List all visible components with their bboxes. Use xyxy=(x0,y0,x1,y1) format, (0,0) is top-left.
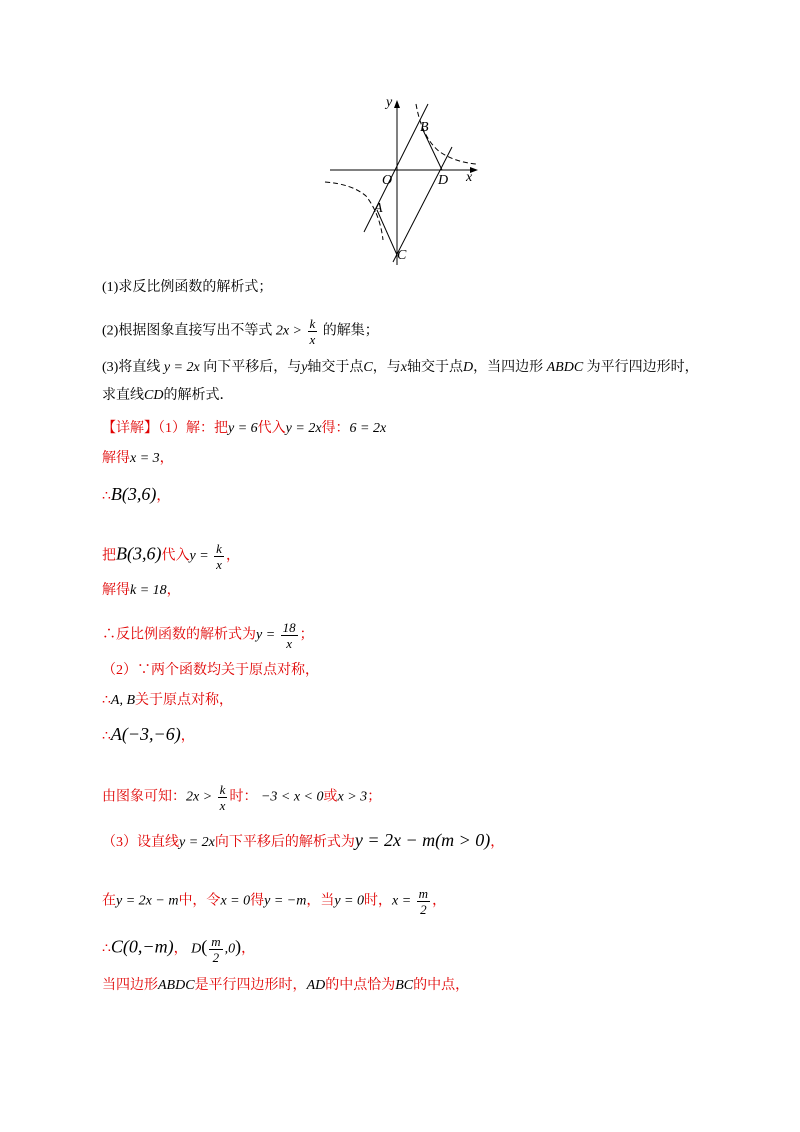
question-3-line-1: (3)将直线 y = 2x 向下平移后，与y轴交于点C，与x轴交于点D，当四边形 ABDC 为平行四边形时， xyxy=(102,360,699,375)
fraction-k-over-x: $\frac{k}{x}$ xyxy=(309,316,316,347)
solution-line-14: 当四边形ABDC是平行四边形时，AD的中点恰为BC的中点， xyxy=(102,978,470,993)
solution-line-8: ∴A, B关于原点对称， xyxy=(102,693,234,708)
fraction-18-over-x: $\frac{18}{x}$ xyxy=(282,620,296,651)
solution-line-3: ∴B(3,6)， xyxy=(102,484,171,504)
point-b-label: B xyxy=(420,120,429,135)
solution-line-12: 在y = 2x − m中，令x = 0得y = −m，当y = 0时，x = $\frac{m}{2}$ ， xyxy=(102,886,447,917)
solution-line-4: 把B(3,6)代入y = $\frac{k}{x}$ ， xyxy=(102,541,240,572)
point-o-label: O xyxy=(382,173,393,188)
solution-line-6: ∴反比例函数的解析式为y = $\frac{18}{x}$ ； xyxy=(102,620,314,651)
point-c-label: C xyxy=(397,248,407,263)
y-axis-label: y xyxy=(386,95,393,110)
fraction-m-over-2: $\frac{m}{2}$ xyxy=(418,886,429,917)
point-a-label: A xyxy=(374,201,383,216)
question-3-line-2: 求直线CD的解析式． xyxy=(102,388,234,403)
solution-line-10: 由图象可知：2x > $\frac{k}{x}$ 时： −3 < x < 0或x > 3； xyxy=(102,782,382,813)
fraction-k-over-x: $\frac{k}{x}$ xyxy=(219,782,226,813)
solution-line-11: （3）设直线y = 2x向下平移后的解析式为y = 2x − m(m > 0)， xyxy=(102,830,505,850)
fraction-m-over-2: $\frac{m}{2}$ xyxy=(211,934,221,965)
solution-line-1: 【详解】（1）解：把y = 6代入y = 2x得：6 = 2x xyxy=(102,421,387,436)
solution-line-7: （2）∵两个函数均关于原点对称， xyxy=(102,663,319,678)
solution-line-13: ∴C(0,−m)， D( $\frac{m}{2}$ ,0)， xyxy=(102,934,256,965)
point-d-label: D xyxy=(438,173,449,188)
function-graph-figure xyxy=(0,0,800,270)
question-1: (1)求反比例函数的解析式； xyxy=(102,280,273,295)
question-2: (2)根据图象直接写出不等式 2x > $\frac{k}{x}$ 的解集； xyxy=(102,316,379,347)
y-axis-arrow xyxy=(394,100,400,108)
fraction-k-over-x: $\frac{k}{x}$ xyxy=(216,541,222,572)
line-cd xyxy=(393,147,452,262)
x-axis-label: x xyxy=(466,170,473,185)
solution-line-5: 解得k = 18， xyxy=(102,583,181,598)
solution-line-2: 解得x = 3， xyxy=(102,451,174,466)
solution-line-9: ∴A(−3,−6)， xyxy=(102,724,195,744)
segment-ac xyxy=(377,210,397,255)
